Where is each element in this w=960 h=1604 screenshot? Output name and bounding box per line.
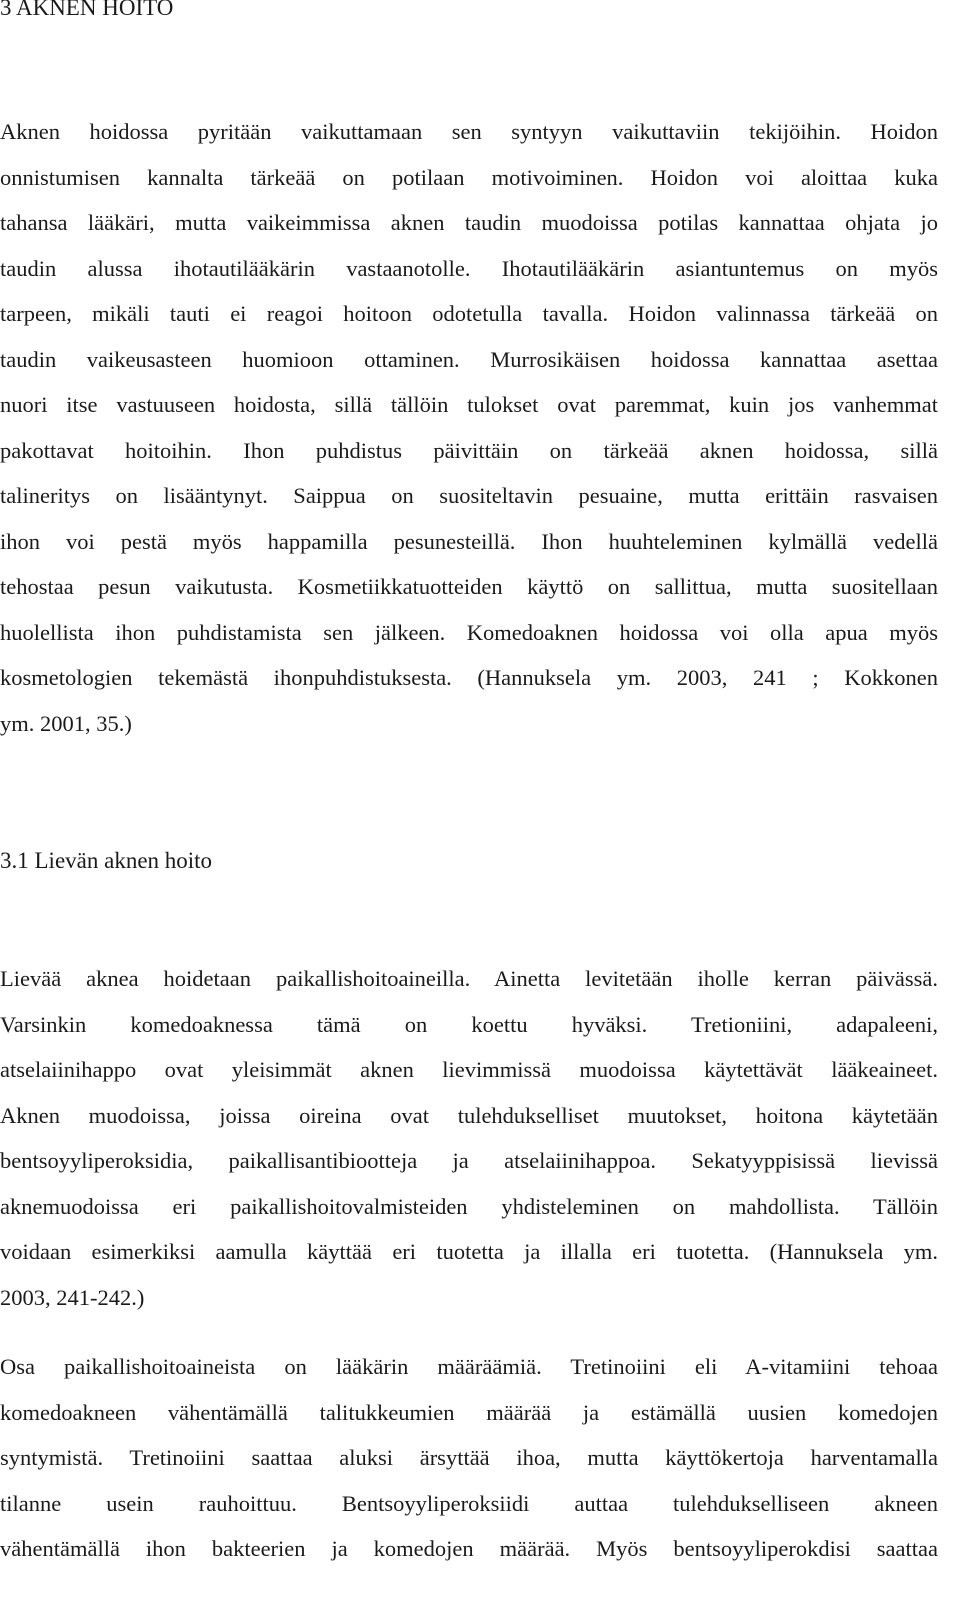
paragraph-line: tehostaa pesun vaikutusta. Kosmetiikkatuotteiden käyttö on sallittua, mutta suositellaan [0, 574, 938, 599]
subsection-paragraph-1 [0, 965, 938, 1329]
paragraph-line: nuori itse vastuuseen hoidosta, sillä tällöin tulokset ovat paremmat, kuin jos vanhemmat [0, 392, 938, 417]
subsection-paragraph-2 [0, 1353, 938, 1581]
paragraph-line: komedoakneen vähentämällä talitukkeumien määrää ja estämällä uusien komedojen [0, 1399, 938, 1425]
paragraph-line: vähentämällä ihon bakteerien ja komedojen määrää. Myös bentsoyyliperokdisi saattaa [0, 1536, 938, 1561]
paragraph-line: voidaan esimerkiksi aamulla käyttää eri tuotetta ja illalla eri tuotetta. (Hannuksela ym. [0, 1239, 938, 1264]
paragraph-line: Varsinkin komedoaknessa tämä on koettu hyväksi. Tretioniini, adapaleeni, [0, 1011, 938, 1037]
paragraph-line: Lievää aknea hoidetaan paikallishoitoaineilla. Ainetta levitetään iholle kerran päivässä. [0, 966, 938, 991]
paragraph-line: syntymistä. Tretinoiini saattaa aluksi ärsyttää ihoa, mutta käyttökertoja harventamalla [0, 1445, 938, 1470]
paragraph-line: huolellista ihon puhdistamista sen jälkeen. Komedoaknen hoidossa voi olla apua myös [0, 619, 938, 645]
paragraph-line: onnistumisen kannalta tärkeää on potilaan motivoiminen. Hoidon voi aloittaa kuka [0, 164, 938, 190]
subsection-heading: 3.1 Lievän aknen hoito [0, 848, 213, 873]
paragraph-line: Aknen muodoissa, joissa oireina ovat tulehdukselliset muutokset, hoitona käytetään [0, 1102, 938, 1128]
paragraph-line: 2003, 241-242.) [0, 1284, 145, 1310]
paragraph-line: kosmetologien tekemästä ihonpuhdistuksesta. (Hannuksela ym. 2003, 241 ; Kokkonen [0, 665, 938, 690]
paragraph-line: tilanne usein rauhoittuu. Bentsoyyliperoksiidi auttaa tulehdukselliseen akneen [0, 1490, 938, 1516]
paragraph-line: taudin vaikeusasteen huomioon ottaminen. Murrosikäisen hoidossa kannattaa asettaa [0, 346, 938, 372]
paragraph-line: taudin alussa ihotautilääkärin vastaanotolle. Ihotautilääkärin asiantuntemus on myös [0, 255, 938, 281]
paragraph-line: pakottavat hoitoihin. Ihon puhdistus päivittäin on tärkeää aknen hoidossa, sillä [0, 437, 938, 463]
paragraph-line: ihon voi pestä myös happamilla pesunesteillä. Ihon huuhteleminen kylmällä vedellä [0, 528, 938, 554]
paragraph-line: bentsoyyliperoksidia, paikallisantibiootteja ja atselaiinihappoa. Sekatyyppisissä lievissä [0, 1148, 938, 1173]
section-heading: 3 AKNEN HOITO [0, 0, 174, 20]
paragraph-line: aknemuodoissa eri paikallishoitovalmisteiden yhdisteleminen on mahdollista. Tällöin [0, 1193, 938, 1219]
paragraph-line: Osa paikallishoitoaineista on lääkärin määräämiä. Tretinoiini eli A-vitamiini tehoaa [0, 1354, 938, 1379]
paragraph-line: talineritys on lisääntynyt. Saippua on suositeltavin pesuaine, mutta erittäin rasvaisen [0, 483, 938, 508]
paragraph-line: Aknen hoidossa pyritään vaikuttamaan sen syntyyn vaikuttaviin tekijöihin. Hoidon [0, 119, 938, 144]
paragraph-line: atselaiinihappo ovat yleisimmät aknen lievimmissä muodoissa käytettävät lääkeaineet. [0, 1057, 938, 1082]
paragraph-line: tahansa lääkäri, mutta vaikeimmissa aknen taudin muodoissa potilas kannattaa ohjata jo [0, 210, 938, 235]
paragraph-line: ym. 2001, 35.) [0, 710, 132, 736]
paragraph-line: tarpeen, mikäli tauti ei reagoi hoitoon odotetulla tavalla. Hoidon valinnassa tärkeää on [0, 301, 938, 326]
section-paragraph [0, 118, 938, 755]
